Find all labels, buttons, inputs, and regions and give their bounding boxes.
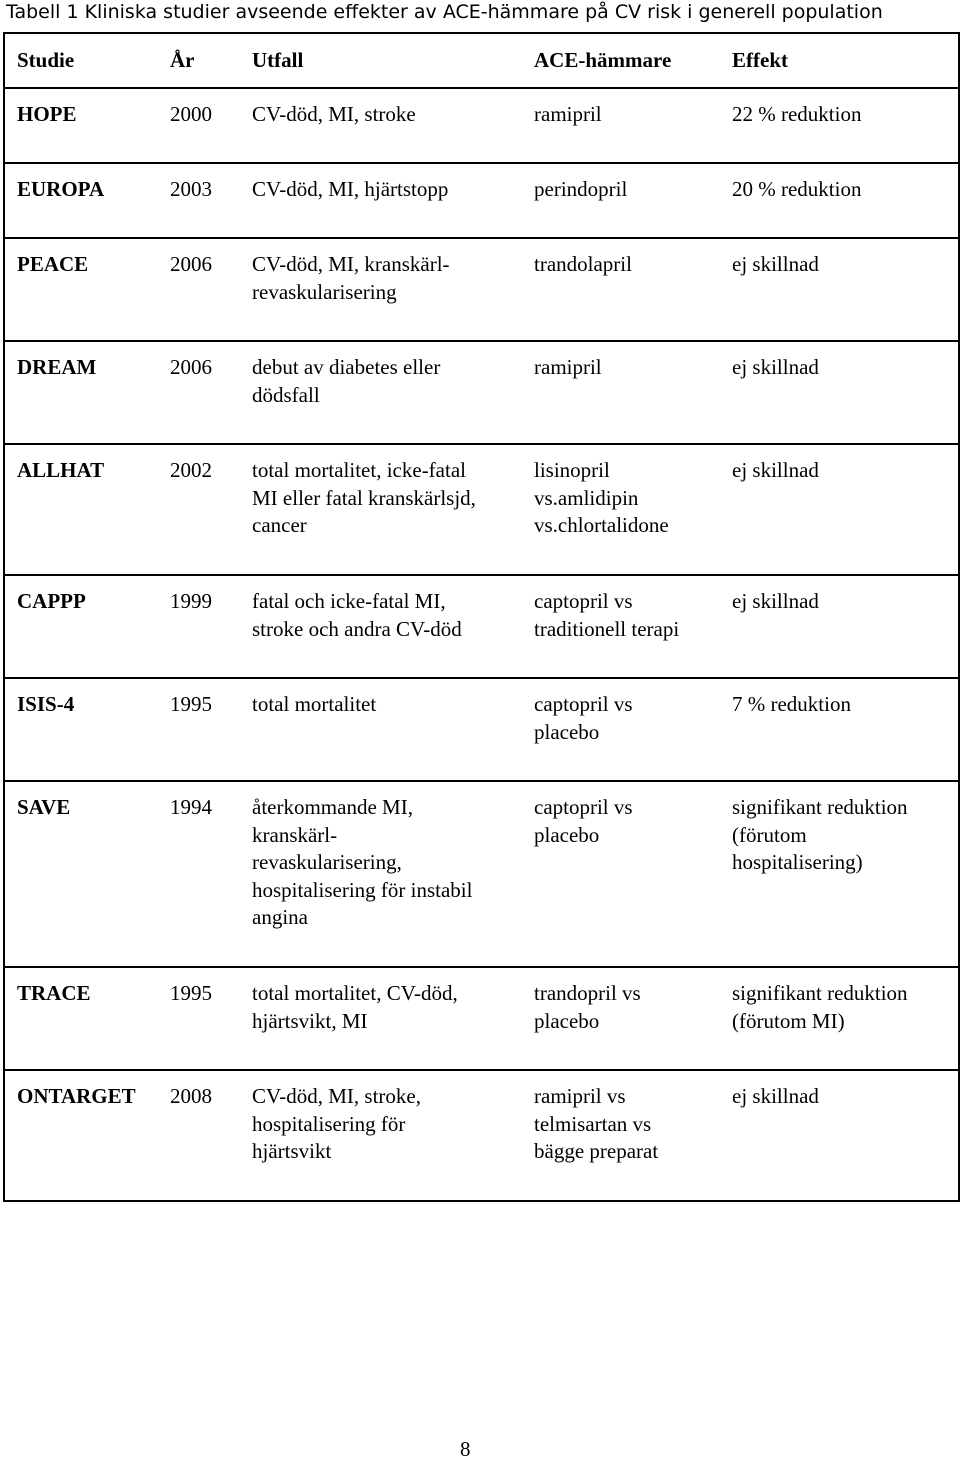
cell-outcome-line: CV-död, MI, hjärtstopp <box>252 177 449 201</box>
cell-study: ONTARGET <box>4 1070 170 1201</box>
cell-effect-line: ej skillnad <box>732 589 819 613</box>
header-effect: Effekt <box>732 33 959 88</box>
cell-effect <box>732 444 959 575</box>
cell-study: TRACE <box>4 967 170 1070</box>
cell-ace-inhibitor-line: ramipril vs <box>534 1084 626 1108</box>
cell-outcome <box>252 238 534 341</box>
cell-effect <box>732 238 959 341</box>
cell-ace-inhibitor-line: lisinopril <box>534 458 610 482</box>
cell-ace-inhibitor-line: captopril vs <box>534 795 633 819</box>
table-row <box>4 678 959 781</box>
table-row <box>4 1070 959 1201</box>
cell-outcome-line: debut av diabetes eller <box>252 355 441 379</box>
cell-ace-inhibitor <box>534 88 732 163</box>
cell-year: 1995 <box>170 678 252 781</box>
cell-ace-inhibitor <box>534 163 732 238</box>
cell-ace-inhibitor-line: traditionell terapi <box>534 616 680 641</box>
cell-ace-inhibitor <box>534 781 732 967</box>
cell-outcome <box>252 444 534 575</box>
cell-outcome <box>252 967 534 1070</box>
cell-effect-line: 20 % reduktion <box>732 177 862 201</box>
cell-year: 2003 <box>170 163 252 238</box>
header-year: År <box>170 33 252 88</box>
cell-effect-line: signifikant reduktion <box>732 981 908 1005</box>
cell-effect-line: ej skillnad <box>732 252 819 276</box>
cell-outcome-line: revaskularisering <box>252 279 397 304</box>
cell-ace-inhibitor-line: telmisartan vs <box>534 1111 652 1136</box>
cell-ace-inhibitor-line: trandopril vs <box>534 981 641 1005</box>
header-study: Studie <box>4 33 170 88</box>
cell-year: 2008 <box>170 1070 252 1201</box>
cell-outcome-line: kranskärl- <box>252 822 338 847</box>
table-body <box>4 88 959 1201</box>
cell-outcome <box>252 781 534 967</box>
header-outcome: Utfall <box>252 33 534 88</box>
cell-study: PEACE <box>4 238 170 341</box>
cell-outcome <box>252 88 534 163</box>
cell-study: EUROPA <box>4 163 170 238</box>
cell-ace-inhibitor-line: captopril vs <box>534 692 633 716</box>
cell-outcome <box>252 1070 534 1201</box>
page-number: 8 <box>460 1437 471 1461</box>
cell-outcome-line: hospitalisering för <box>252 1111 406 1136</box>
cell-effect <box>732 163 959 238</box>
cell-ace-inhibitor-line: vs.chlortalidone <box>534 513 669 537</box>
cell-effect <box>732 678 959 781</box>
cell-ace-inhibitor-line: ramipril <box>534 355 602 379</box>
cell-outcome-line: hospitalisering för instabil <box>252 877 473 902</box>
cell-outcome-line: MI eller fatal kranskärlsjd, <box>252 485 476 510</box>
cell-effect <box>732 1070 959 1201</box>
table-row <box>4 163 959 238</box>
cell-effect-line: (förutom MI) <box>732 1008 845 1033</box>
cell-outcome-line: revaskularisering, <box>252 850 402 874</box>
cell-effect-line: signifikant reduktion <box>732 795 908 819</box>
cell-effect <box>732 341 959 444</box>
cell-study: ALLHAT <box>4 444 170 575</box>
cell-effect <box>732 88 959 163</box>
cell-ace-inhibitor-line: perindopril <box>534 177 628 201</box>
cell-study: HOPE <box>4 88 170 163</box>
cell-outcome <box>252 678 534 781</box>
cell-effect-line: 7 % reduktion <box>732 692 851 716</box>
cell-ace-inhibitor-line: vs.amlidipin <box>534 485 639 510</box>
table-caption: Tabell 1 Kliniska studier avseende effekter av ACE-hämmare på CV risk i generell population <box>6 1 883 23</box>
cell-outcome-line: hjärtsvikt, MI <box>252 1008 368 1033</box>
header-row <box>4 33 959 88</box>
cell-effect <box>732 781 959 967</box>
cell-ace-inhibitor-line: captopril vs <box>534 589 633 613</box>
cell-ace-inhibitor <box>534 444 732 575</box>
cell-effect-line: (förutom <box>732 822 807 847</box>
cell-effect <box>732 575 959 678</box>
cell-outcome <box>252 163 534 238</box>
cell-year: 1995 <box>170 967 252 1070</box>
cell-ace-inhibitor-line: trandolapril <box>534 252 632 276</box>
cell-effect-line: hospitalisering) <box>732 850 863 874</box>
cell-outcome-line: CV-död, MI, stroke <box>252 102 416 126</box>
cell-study: DREAM <box>4 341 170 444</box>
cell-ace-inhibitor <box>534 678 732 781</box>
cell-outcome-line: fatal och icke-fatal MI, <box>252 589 446 613</box>
cell-year: 2000 <box>170 88 252 163</box>
cell-ace-inhibitor-line: placebo <box>534 822 600 847</box>
cell-year: 1994 <box>170 781 252 967</box>
cell-outcome-line: total mortalitet, CV-död, <box>252 981 458 1005</box>
cell-study: CAPPP <box>4 575 170 678</box>
cell-year: 2002 <box>170 444 252 575</box>
cell-outcome-line: hjärtsvikt <box>252 1139 332 1163</box>
table-row <box>4 575 959 678</box>
table-row <box>4 781 959 967</box>
header-ace-inhibitor: ACE-hämmare <box>534 33 732 88</box>
cell-effect-line: 22 % reduktion <box>732 102 862 126</box>
cell-ace-inhibitor <box>534 238 732 341</box>
cell-year: 2006 <box>170 341 252 444</box>
cell-ace-inhibitor-line: bägge preparat <box>534 1139 659 1163</box>
cell-effect-line: ej skillnad <box>732 458 819 482</box>
table-row <box>4 88 959 163</box>
cell-effect-line: ej skillnad <box>732 355 819 379</box>
cell-ace-inhibitor <box>534 341 732 444</box>
cell-outcome <box>252 341 534 444</box>
cell-outcome-line: total mortalitet <box>252 692 377 716</box>
cell-outcome-line: CV-död, MI, stroke, <box>252 1084 421 1108</box>
cell-ace-inhibitor <box>534 1070 732 1201</box>
cell-outcome-line: CV-död, MI, kranskärl- <box>252 252 450 276</box>
cell-outcome-line: total mortalitet, icke-fatal <box>252 458 466 482</box>
cell-study: SAVE <box>4 781 170 967</box>
cell-ace-inhibitor-line: placebo <box>534 1008 600 1033</box>
cell-outcome <box>252 575 534 678</box>
cell-effect-line: ej skillnad <box>732 1084 819 1108</box>
cell-effect <box>732 967 959 1070</box>
cell-year: 2006 <box>170 238 252 341</box>
clinical-studies-table <box>3 32 960 1202</box>
cell-study: ISIS-4 <box>4 678 170 781</box>
cell-year: 1999 <box>170 575 252 678</box>
cell-outcome-line: stroke och andra CV-död <box>252 616 462 641</box>
cell-ace-inhibitor <box>534 967 732 1070</box>
table-row <box>4 444 959 575</box>
table-row <box>4 238 959 341</box>
cell-ace-inhibitor-line: ramipril <box>534 102 602 126</box>
cell-outcome-line: cancer <box>252 513 307 537</box>
table-row <box>4 341 959 444</box>
cell-ace-inhibitor <box>534 575 732 678</box>
cell-outcome-line: angina <box>252 905 308 929</box>
cell-outcome-line: dödsfall <box>252 382 320 407</box>
cell-outcome-line: återkommande MI, <box>252 795 413 819</box>
cell-ace-inhibitor-line: placebo <box>534 719 600 744</box>
table-row <box>4 967 959 1070</box>
